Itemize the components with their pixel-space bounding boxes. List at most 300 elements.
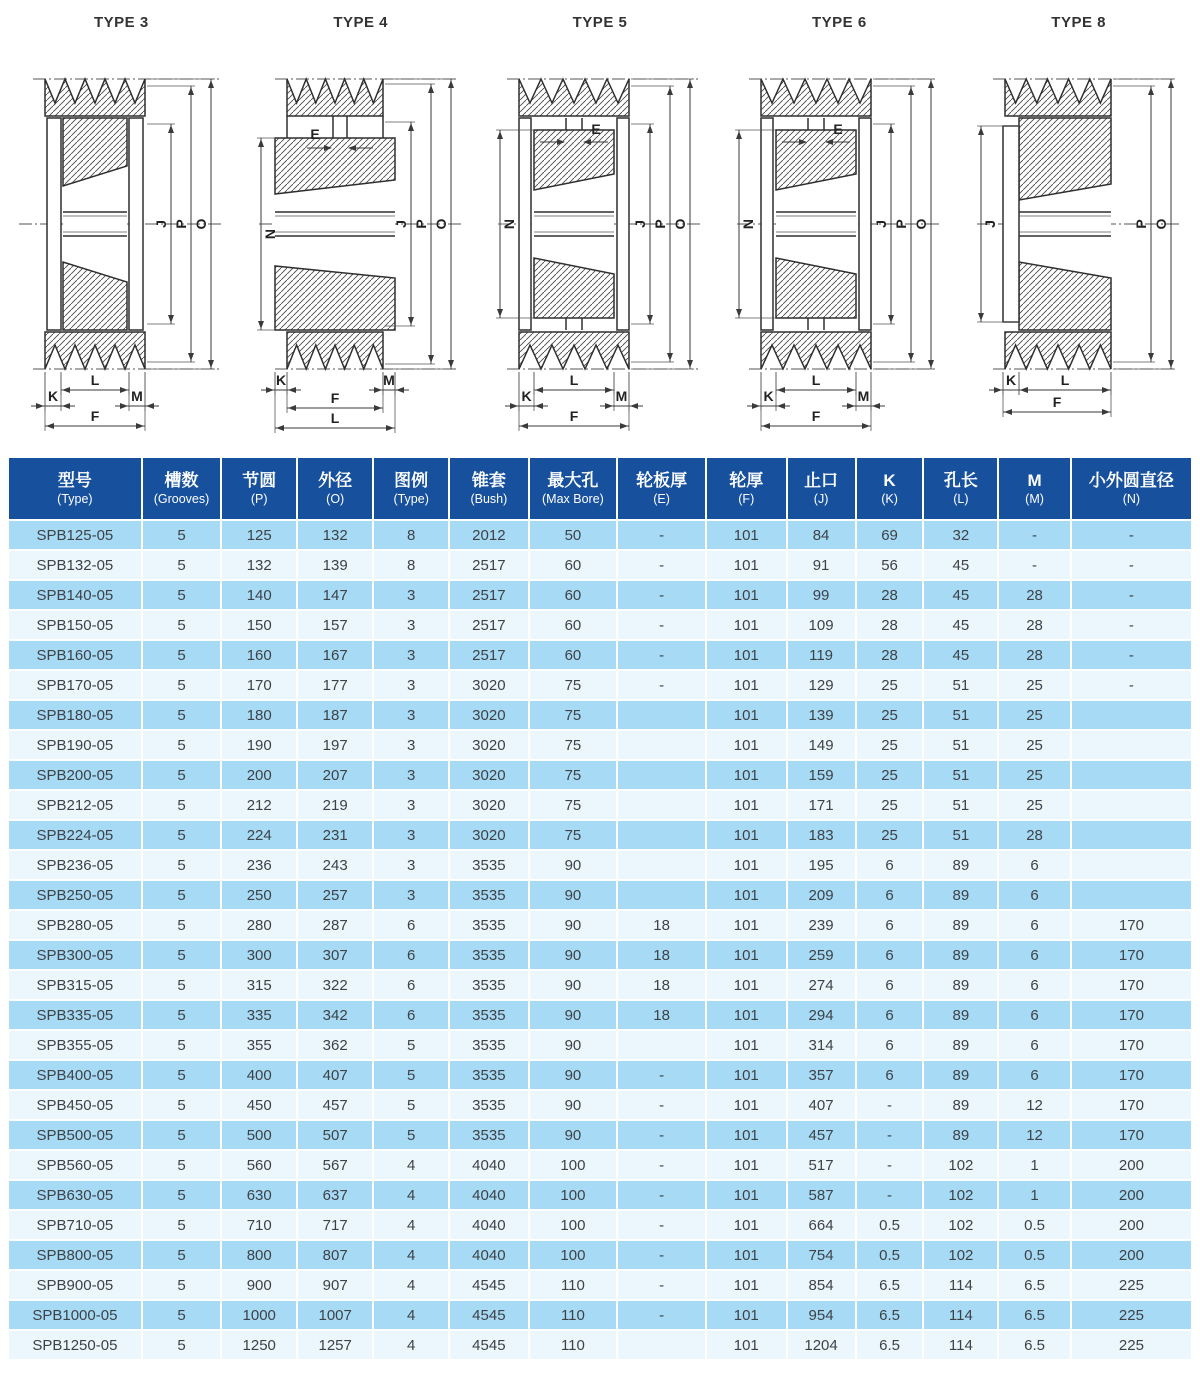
table-cell: 25 [857,731,923,759]
table-cell [618,821,705,849]
column-header [618,458,705,519]
table-cell: 6.5 [857,1331,923,1359]
table-cell: 400 [222,1061,296,1089]
table-row [9,1301,1191,1329]
table-row [9,581,1191,609]
table-cell: 75 [530,791,617,819]
table-cell: 101 [707,701,786,729]
table-cell: 60 [530,611,617,639]
table-cell: 3020 [450,791,527,819]
table-cell: 457 [298,1091,372,1119]
table-cell: 101 [707,671,786,699]
table-cell [1072,731,1191,759]
table-cell: 1 [999,1181,1070,1209]
table-cell: 3 [374,581,448,609]
model-cell: SPB160-05 [9,641,141,669]
table-cell: 212 [222,791,296,819]
column-header-en: (Max Bore) [542,492,604,506]
table-cell: 5 [374,1061,448,1089]
table-cell: 300 [222,941,296,969]
pulley-drawing-svg [5,33,237,445]
model-cell: SPB300-05 [9,941,141,969]
table-cell: 457 [788,1121,855,1149]
table-cell: 5 [143,521,220,549]
table-cell: 25 [999,701,1070,729]
dim-label-p: P [412,219,429,229]
table-cell: 3020 [450,821,527,849]
table-cell: 3535 [450,851,527,879]
table-cell: 1 [999,1151,1070,1179]
table-cell: 5 [374,1121,448,1149]
table-cell: 90 [530,1121,617,1149]
table-cell: 3535 [450,971,527,999]
table-cell: 1250 [222,1331,296,1359]
table-cell: 6.5 [999,1331,1070,1359]
table-row [9,731,1191,759]
model-cell: SPB224-05 [9,821,141,849]
table-cell: 89 [924,911,997,939]
column-header-en: (E) [653,492,670,506]
table-cell: 90 [530,1001,617,1029]
table-cell: 225 [1072,1271,1191,1299]
table-cell: 239 [788,911,855,939]
table-cell: 3020 [450,671,527,699]
dim-label-l: L [1060,372,1069,388]
table-cell: 4 [374,1331,448,1359]
spec-table [7,456,1193,1361]
table-cell: 114 [924,1331,997,1359]
dim-label-k: K [763,388,774,404]
table-cell [618,851,705,879]
table-cell: 2517 [450,581,527,609]
dim-label-j: J [873,220,890,228]
table-cell: 101 [707,581,786,609]
model-cell: SPB710-05 [9,1211,141,1239]
table-cell: 6 [857,941,923,969]
model-cell: SPB1000-05 [9,1301,141,1329]
model-cell: SPB315-05 [9,971,141,999]
table-row [9,881,1191,909]
table-cell: 287 [298,911,372,939]
dim-label-f: F [812,408,821,424]
model-cell: SPB800-05 [9,1241,141,1269]
column-header-en: (P) [250,492,268,506]
table-cell: 25 [857,821,923,849]
table-cell: 25 [999,731,1070,759]
table-cell: 8 [374,521,448,549]
table-cell: 45 [924,641,997,669]
column-header-cn: K [883,471,896,490]
table-cell: 200 [1072,1211,1191,1239]
table-cell: 114 [924,1271,997,1299]
table-cell: 102 [924,1211,997,1239]
table-cell: 5 [143,551,220,579]
table-cell: 5 [143,881,220,909]
dim-label-f: F [569,408,579,424]
table-cell: 4 [374,1241,448,1269]
table-cell: 101 [707,1211,786,1239]
table-cell: 100 [530,1151,617,1179]
table-cell: 6 [374,941,448,969]
table-cell: 100 [530,1211,617,1239]
column-header-cn: 锥套 [471,471,506,490]
table-cell: 0.5 [857,1211,923,1239]
column-header [788,458,855,519]
table-cell: 294 [788,1001,855,1029]
table-cell: 187 [298,701,372,729]
table-cell: 6 [857,911,923,939]
table-cell: 4 [374,1181,448,1209]
table-cell: 3 [374,761,448,789]
table-cell: - [618,1061,705,1089]
table-cell: 2517 [450,641,527,669]
table-cell: 3535 [450,941,527,969]
table-cell: 170 [1072,941,1191,969]
table-cell: 3020 [450,731,527,759]
table-cell: 4545 [450,1331,527,1359]
table-cell: 8 [374,551,448,579]
table-cell: 89 [924,971,997,999]
pulley-drawing-svg [963,33,1195,445]
column-header [374,458,448,519]
table-cell: 200 [222,761,296,789]
table-cell: 2517 [450,611,527,639]
model-cell: SPB212-05 [9,791,141,819]
table-cell: 25 [857,701,923,729]
model-cell: SPB150-05 [9,611,141,639]
model-cell: SPB200-05 [9,761,141,789]
dim-label-p: P [651,219,668,229]
table-cell [1072,791,1191,819]
table-cell: 167 [298,641,372,669]
table-cell: 6 [374,911,448,939]
table-cell: 102 [924,1181,997,1209]
table-cell [618,881,705,909]
column-header-cn: 轮板厚 [636,471,688,490]
drawing-canvas [484,33,716,445]
table-cell: 5 [143,1241,220,1269]
pulley-drawing-type-8 [961,12,1197,445]
table-cell: 3020 [450,761,527,789]
drawing-canvas [5,33,237,445]
column-header-en: (N) [1122,492,1141,506]
table-cell: 28 [999,821,1070,849]
table-cell: 60 [530,641,617,669]
table-cell: 5 [143,911,220,939]
dim-label-p: P [1132,219,1149,229]
table-cell: 110 [530,1331,617,1359]
table-cell: 257 [298,881,372,909]
table-cell: 5 [143,1181,220,1209]
table-cell: 147 [298,581,372,609]
table-cell: - [618,611,705,639]
table-cell: 51 [924,671,997,699]
table-cell: 355 [222,1031,296,1059]
table-cell: 225 [1072,1301,1191,1329]
drawing-canvas [723,33,955,445]
table-cell: 3020 [450,701,527,729]
table-cell: 3 [374,731,448,759]
table-cell: 109 [788,611,855,639]
dim-label-o: O [193,218,210,230]
model-cell: SPB180-05 [9,701,141,729]
table-cell: 101 [707,851,786,879]
table-cell: 45 [924,551,997,579]
table-cell: 75 [530,701,617,729]
table-cell: 6 [999,851,1070,879]
table-cell: 18 [618,911,705,939]
table-row [9,851,1191,879]
table-cell: - [618,581,705,609]
dim-label-o: O [1152,218,1169,230]
column-header-cn: 孔长 [943,471,978,490]
table-cell: - [857,1151,923,1179]
table-cell: 5 [143,1271,220,1299]
table-cell: 90 [530,1061,617,1089]
table-cell: 101 [707,551,786,579]
table-cell: 51 [924,731,997,759]
table-cell: 69 [857,521,923,549]
table-cell: 101 [707,1181,786,1209]
pulley-drawing-type-3 [3,12,239,445]
table-cell: 60 [530,551,617,579]
table-cell: 170 [222,671,296,699]
table-cell: 84 [788,521,855,549]
table-cell: 630 [222,1181,296,1209]
table-cell: 3 [374,641,448,669]
table-cell: 6 [857,881,923,909]
table-cell: 717 [298,1211,372,1239]
column-header-cn: 型号 [57,471,92,490]
table-cell: 125 [222,521,296,549]
dim-label-j: J [153,220,170,228]
table-cell: 157 [298,611,372,639]
table-cell: 5 [143,821,220,849]
table-row [9,821,1191,849]
table-row [9,551,1191,579]
table-cell: - [1072,521,1191,549]
table-cell: 132 [298,521,372,549]
table-cell: 89 [924,1121,997,1149]
table-cell: 6 [857,1061,923,1089]
table-cell: - [618,1271,705,1299]
column-header-cn: 槽数 [164,471,199,490]
column-header-en: (O) [326,492,345,506]
pulley-drawing-svg [723,33,955,445]
table-cell: 114 [924,1301,997,1329]
table-row [9,1211,1191,1239]
dim-label-n: N [740,218,757,230]
table-cell: 190 [222,731,296,759]
table-cell: 5 [143,1331,220,1359]
dim-label-k: K [48,388,59,404]
dim-label-l: L [812,372,821,388]
table-cell: - [618,1241,705,1269]
column-header-en: (J) [813,492,829,506]
table-cell: 1204 [788,1331,855,1359]
model-cell: SPB900-05 [9,1271,141,1299]
column-header-en: (K) [881,492,898,506]
dim-label-k: K [1005,372,1016,388]
table-cell: 89 [924,1001,997,1029]
table-cell: - [618,1091,705,1119]
dim-label-e: E [833,121,843,137]
column-header-cn: M [1027,471,1042,490]
table-cell: 800 [222,1241,296,1269]
table-cell: 101 [707,1031,786,1059]
table-cell: 224 [222,821,296,849]
column-header-en: (F) [738,492,755,506]
table-cell: 3535 [450,1031,527,1059]
table-cell: 177 [298,671,372,699]
table-cell: 6 [374,971,448,999]
table-cell: 18 [618,941,705,969]
table-cell: 754 [788,1241,855,1269]
table-cell: 225 [1072,1331,1191,1359]
table-cell: - [1072,551,1191,579]
table-cell: 450 [222,1091,296,1119]
table-cell: 322 [298,971,372,999]
table-cell: 28 [999,581,1070,609]
table-cell: 4040 [450,1241,527,1269]
table-cell: 1257 [298,1331,372,1359]
table-cell: 18 [618,1001,705,1029]
table-row [9,1001,1191,1029]
table-cell: 6 [857,971,923,999]
table-cell: 170 [1072,1091,1191,1119]
table-cell [618,731,705,759]
table-cell: 1000 [222,1301,296,1329]
table-cell: 907 [298,1271,372,1299]
table-cell: 5 [143,941,220,969]
dim-label-f: F [91,408,100,424]
table-cell: 5 [143,1151,220,1179]
table-cell: 171 [788,791,855,819]
table-cell: 200 [1072,1151,1191,1179]
table-cell: 3535 [450,881,527,909]
table-cell: 3535 [450,1121,527,1149]
drawing-title: TYPE 5 [572,14,628,31]
table-cell: - [1072,671,1191,699]
table-cell: 0.5 [857,1241,923,1269]
table-cell: 90 [530,911,617,939]
table-cell: 101 [707,1331,786,1359]
column-header-en: (Grooves) [153,492,210,506]
table-row [9,1031,1191,1059]
table-cell: 99 [788,581,855,609]
dim-label-l: L [91,372,100,388]
table-cell: 110 [530,1301,617,1329]
table-cell: - [857,1181,923,1209]
table-cell: 75 [530,821,617,849]
table-cell: 1007 [298,1301,372,1329]
table-cell: 407 [788,1091,855,1119]
table-cell: 101 [707,881,786,909]
table-cell: 90 [530,881,617,909]
table-cell: 50 [530,521,617,549]
table-cell: - [618,521,705,549]
column-header [999,458,1070,519]
table-cell: 56 [857,551,923,579]
table-cell: 91 [788,551,855,579]
table-cell: - [1072,581,1191,609]
table-cell [1072,701,1191,729]
table-cell: 197 [298,731,372,759]
table-row [9,641,1191,669]
table-cell: 200 [1072,1241,1191,1269]
dim-label-m: M [382,372,395,388]
column-header-en: (M) [1025,492,1044,506]
table-cell: 25 [857,791,923,819]
table-cell: 51 [924,791,997,819]
table-cell: 5 [143,1301,220,1329]
dim-label-o: O [432,218,449,230]
model-cell: SPB170-05 [9,671,141,699]
table-cell: 280 [222,911,296,939]
table-cell: 89 [924,1091,997,1119]
table-cell: - [999,521,1070,549]
table-cell: 3 [374,671,448,699]
drawing-canvas [963,33,1195,445]
table-cell: 5 [143,1121,220,1149]
dim-label-m: M [857,388,870,404]
table-cell: 101 [707,1121,786,1149]
table-cell: 209 [788,881,855,909]
model-cell: SPB355-05 [9,1031,141,1059]
pulley-drawing-type-4 [243,12,479,445]
table-cell: 102 [924,1241,997,1269]
table-cell: 807 [298,1241,372,1269]
table-row [9,1151,1191,1179]
table-cell: - [1072,641,1191,669]
table-cell: 101 [707,761,786,789]
table-cell: 567 [298,1151,372,1179]
table-cell: 89 [924,851,997,879]
table-cell: 710 [222,1211,296,1239]
table-cell: 0.5 [999,1211,1070,1239]
table-cell: 101 [707,911,786,939]
table-cell: - [1072,611,1191,639]
table-cell: 101 [707,1151,786,1179]
table-cell: 6 [857,1031,923,1059]
dim-label-l: L [569,372,579,388]
table-cell: 89 [924,881,997,909]
table-cell: 101 [707,971,786,999]
table-cell: 854 [788,1271,855,1299]
table-cell: 12 [999,1121,1070,1149]
table-cell: 274 [788,971,855,999]
table-cell: 231 [298,821,372,849]
table-cell: 6 [999,971,1070,999]
table-cell: 101 [707,1001,786,1029]
table-cell: - [618,1121,705,1149]
table-cell: - [618,671,705,699]
table-cell: 102 [924,1151,997,1179]
model-cell: SPB560-05 [9,1151,141,1179]
table-cell: 357 [788,1061,855,1089]
column-header [450,458,527,519]
table-cell: 5 [143,971,220,999]
table-cell: 6 [999,1061,1070,1089]
table-cell: 149 [788,731,855,759]
table-cell: - [618,551,705,579]
table-row [9,611,1191,639]
table-cell: 5 [143,1061,220,1089]
dim-label-p: P [893,219,910,229]
column-header-cn: 小外圆直径 [1088,471,1174,490]
table-cell: 75 [530,761,617,789]
table-cell: 101 [707,1241,786,1269]
